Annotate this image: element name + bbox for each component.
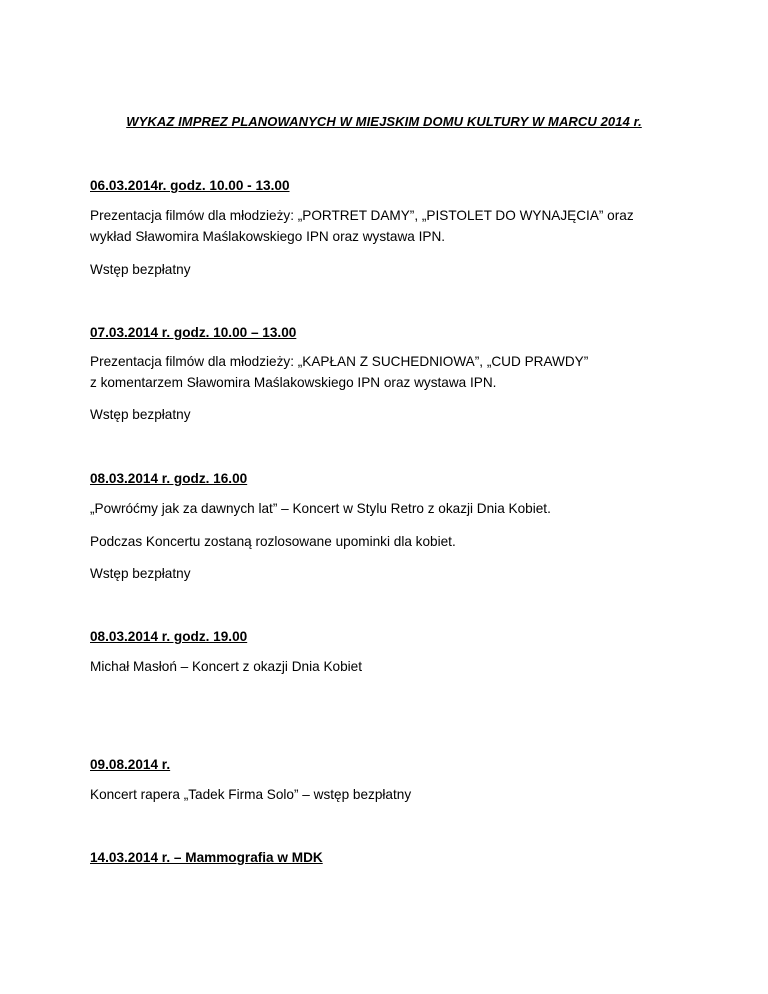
event-heading: 08.03.2014 r. godz. 19.00	[90, 629, 248, 644]
event-heading: 08.03.2014 r. godz. 16.00	[90, 471, 248, 486]
event-heading: 07.03.2014 r. godz. 10.00 – 13.00	[90, 325, 297, 340]
event-admission: Wstęp bezpłatny	[90, 262, 191, 277]
event-description: Podczas Koncertu zostaną rozlosowane upominki dla kobiet.	[90, 534, 456, 549]
event-heading: 14.03.2014 r. – Mammografia w MDK	[90, 850, 323, 865]
event-description: Prezentacja filmów dla młodzieży: „PORTRET DAMY”, „PISTOLET DO WYNAJĘCIA” oraz	[90, 208, 634, 223]
event-description: Prezentacja filmów dla młodzieży: „KAPŁAN Z SUCHEDNIOWA”, „CUD PRAWDY”	[90, 354, 589, 369]
event-admission: Wstęp bezpłatny	[90, 407, 191, 422]
event-admission: Wstęp bezpłatny	[90, 566, 191, 581]
event-heading: 06.03.2014r. godz. 10.00 - 13.00	[90, 178, 290, 193]
event-description: Michał Masłoń – Koncert z okazji Dnia Kobiet	[90, 659, 363, 674]
event-description: Koncert rapera „Tadek Firma Solo” – wstęp bezpłatny	[90, 787, 412, 802]
document-title: WYKAZ IMPREZ PLANOWANYCH W MIEJSKIM DOMU KULTURY W MARCU 2014 r.	[126, 114, 642, 129]
event-heading: 09.08.2014 r.	[90, 757, 171, 772]
event-description: wykład Sławomira Maślakowskiego IPN oraz wystawa IPN.	[90, 229, 446, 244]
event-description: z komentarzem Sławomira Maślakowskiego IPN oraz wystawa IPN.	[90, 375, 497, 390]
event-description: „Powróćmy jak za dawnych lat” – Koncert w Stylu Retro z okazji Dnia Kobiet.	[90, 501, 551, 516]
